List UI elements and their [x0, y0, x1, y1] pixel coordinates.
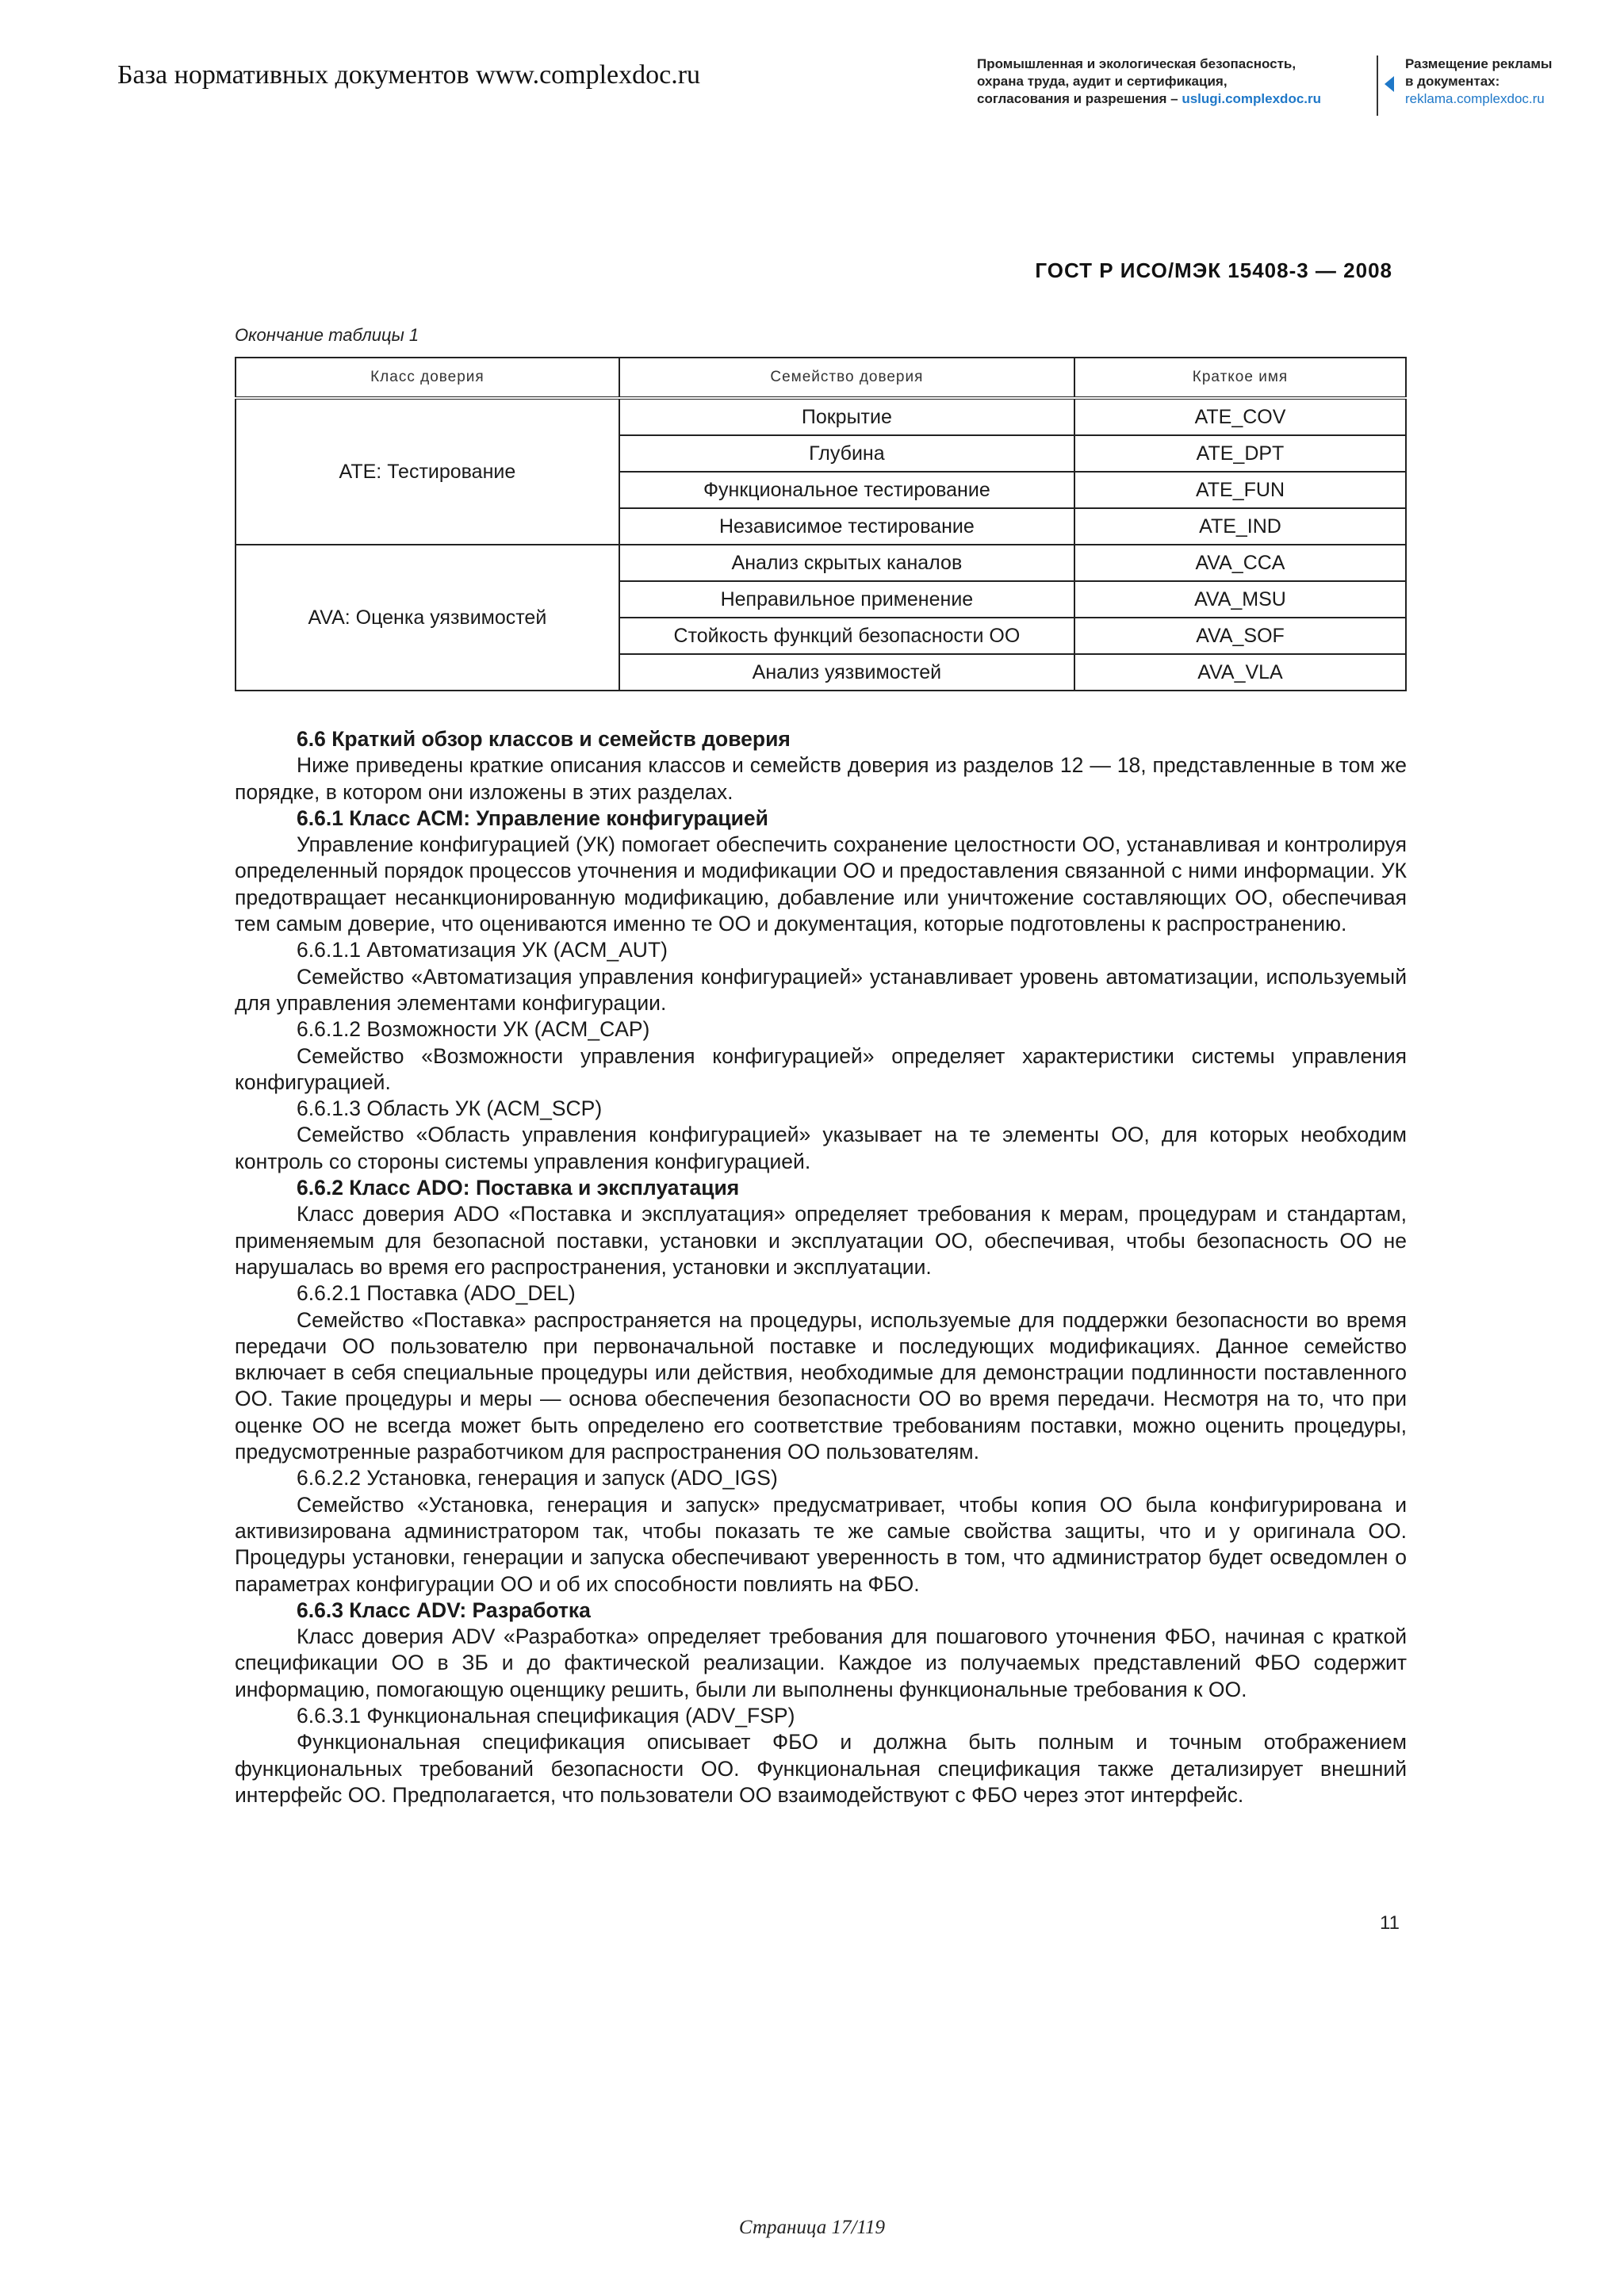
family-cell: Неправильное применение	[619, 581, 1074, 618]
assurance-table	[235, 357, 1407, 691]
table-caption: Окончание таблицы 1	[235, 325, 419, 345]
paragraph: Класс доверия ADO «Поставка и эксплуатация» определяет требования к мерам, процедурам и стандартам, применяемым для безопасной поставки, установки и эксплуатации ОО, обеспечивая, чтобы безопасность ОО не нарушалась во время его распространения, установки и эксплуатации.	[235, 1202, 1407, 1279]
subsection-heading: 6.6.3.1 Функциональная спецификация (ADV_FSP)	[297, 1703, 795, 1728]
paragraph: Функциональная спецификация описывает ФБО и должна быть полным и точным отображением функциональных требований безопасности ОО. Функциональная спецификация также детализирует внешний интерфейс ОО. Предполагается, что пользователи ОО взаимодействуют с ФБО через этот интерфейс.	[235, 1730, 1407, 1807]
page-counter: Страница 17/119	[738, 2217, 886, 2238]
site-title[interactable]: База нормативных документов www.complexdoc.ru	[117, 60, 701, 90]
paragraph: Управление конфигурацией (УК) помогает обеспечить сохранение целостности ОО, устанавливая и контролируя определенный порядок процессов уточнения и модификации ОО и предоставления связанной с ними информации. УК предотвращает несанкционированную модификацию, добавление или уничтожение составляющих ОО, обеспечивая тем самым доверие, что оцениваются именно те ОО и документация, которые подготовлены к распространению.	[235, 832, 1407, 936]
paragraph: Семейство «Поставка» распространяется на процедуры, используемые для поддержки безопасности во время передачи ОО пользователю при первоначальной поставке и последующих модификациях. Данное семейство включает в себя специальные процедуры или действия, необходимые для демонстрации подлинности поставленного ОО. Такие процедуры и меры — основа обеспечения безопасности ОО во время передачи. Несмотря на то, что при оценке ОО не всегда может быть определено его соответствие требованиям поставки, можно оценить процедуры, предусмотренные разработчиком для распространения ОО пользователям.	[235, 1307, 1407, 1464]
ads-link[interactable]: reklama.complexdoc.ru	[1405, 91, 1545, 106]
subsection-heading: 6.6.1.1 Автоматизация УК (ACM_AUT)	[297, 938, 668, 962]
services-promo-line-3	[977, 90, 1321, 108]
page-number: 11	[1380, 1912, 1400, 1934]
family-cell: Стойкость функций безопасности ОО	[619, 618, 1074, 654]
services-promo-line-2: охрана труда, аудит и сертификация,	[977, 74, 1228, 89]
header-family: Семейство доверия	[619, 358, 1074, 398]
paragraph: Семейство «Возможности управления конфигурацией» определяет характеристики системы управления конфигурацией.	[235, 1043, 1407, 1094]
paragraph: Семейство «Автоматизация управления конфигурацией» устанавливает уровень автоматизации, используемый для управления элементами конфигурации.	[235, 964, 1407, 1015]
ads-promo-line-2: в документах:	[1405, 74, 1500, 89]
services-promo-text: согласования и разрешения –	[977, 91, 1182, 106]
short-name-cell: AVA_VLA	[1074, 654, 1406, 691]
subsection-heading: 6.6.1.3 Область УК (ACM_SCP)	[297, 1096, 603, 1121]
short-name-cell: ATE_DPT	[1074, 435, 1406, 472]
site-header	[0, 0, 1624, 143]
ads-promo-line-1: Размещение рекламы	[1405, 56, 1553, 71]
paragraph: Ниже приведены краткие описания классов и семейств доверия из разделов 12 — 18, представленные в том же порядке, в котором они изложены в этих разделах.	[235, 753, 1407, 804]
short-name-cell: AVA_CCA	[1074, 545, 1406, 581]
services-promo	[977, 55, 1321, 108]
short-name-cell: ATE_COV	[1074, 398, 1406, 435]
family-cell: Глубина	[619, 435, 1074, 472]
subsection-heading: 6.6.2.2 Установка, генерация и запуск (ADO_IGS)	[297, 1466, 778, 1490]
subsection-heading: 6.6.1.2 Возможности УК (ACM_CAP)	[297, 1017, 650, 1042]
header-class: Класс доверия	[236, 358, 619, 398]
section-heading: 6.6 Краткий обзор классов и семейств доверия	[297, 727, 791, 751]
class-cell: ATE: Тестирование	[236, 398, 619, 545]
family-cell: Функциональное тестирование	[619, 472, 1074, 508]
paragraph: Семейство «Область управления конфигурацией» указывает на те элементы ОО, для которых необходим контроль со стороны системы управления конфигурацией.	[235, 1123, 1407, 1173]
ads-promo	[1405, 55, 1552, 108]
short-name-cell: ATE_FUN	[1074, 472, 1406, 508]
paragraph: Класс доверия ADV «Разработка» определяет требования для пошагового уточнения ФБО, начиная с краткой спецификации ОО в ЗБ и до фактической реализации. Каждое из получаемых представлений ФБО содержит информацию, помогающую оценщику решить, были ли выполнены функциональные требования к ОО.	[235, 1624, 1407, 1701]
section-heading: 6.6.2 Класс ADO: Поставка и эксплуатация	[297, 1176, 740, 1200]
document-code: ГОСТ Р ИСО/МЭК 15408-3 — 2008	[1035, 258, 1392, 282]
header-short-name: Краткое имя	[1074, 358, 1406, 398]
section-heading: 6.6.1 Класс АСМ: Управление конфигурацией	[297, 806, 768, 830]
table-header-row	[236, 358, 1406, 398]
services-promo-line-1: Промышленная и экологическая безопасность,	[977, 56, 1297, 71]
family-cell: Анализ уязвимостей	[619, 654, 1074, 691]
family-cell: Анализ скрытых каналов	[619, 545, 1074, 581]
family-cell: Покрытие	[619, 398, 1074, 435]
family-cell: Независимое тестирование	[619, 508, 1074, 545]
document-body	[235, 726, 1407, 1808]
table-row	[236, 545, 1406, 581]
promo-divider	[1377, 55, 1378, 116]
table-row	[236, 398, 1406, 435]
short-name-cell: ATE_IND	[1074, 508, 1406, 545]
services-link[interactable]: uslugi.complexdoc.ru	[1182, 91, 1322, 106]
subsection-heading: 6.6.2.1 Поставка (ADO_DEL)	[297, 1281, 576, 1306]
section-heading: 6.6.3 Класс ADV: Разработка	[297, 1598, 591, 1622]
arrow-left-icon	[1385, 76, 1394, 92]
short-name-cell: AVA_SOF	[1074, 618, 1406, 654]
short-name-cell: AVA_MSU	[1074, 581, 1406, 618]
paragraph: Семейство «Установка, генерация и запуск» предусматривает, чтобы копия ОО была конфигурирована и активизирована администратором так, чтобы показать те же самые свойства защиты, что и у оригинала ОО. Процедуры установки, генерации и запуска обеспечивают уверенность в том, что администратор будет осведомлен о параметрах конфигурации ОО и об их способности повлиять на ФБО.	[235, 1492, 1407, 1596]
class-cell: AVA: Оценка уязвимостей	[236, 545, 619, 691]
